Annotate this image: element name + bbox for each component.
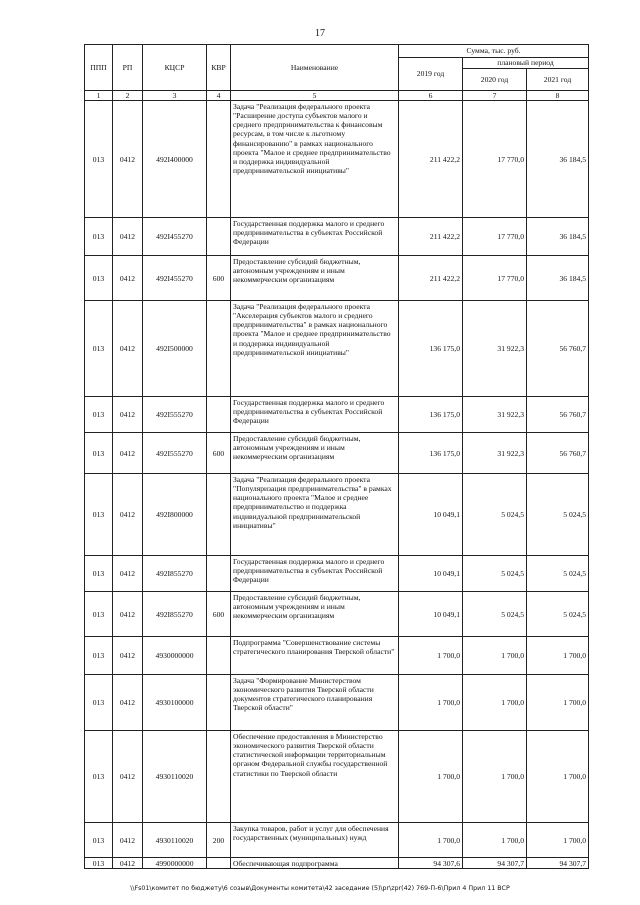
cell-2020: 1 700,0 [463,823,527,858]
cell-rp: 0412 [113,218,143,256]
cell-name: Предоставление субсидий бюджетным, автономным учреждениям и иным некоммерческим организациям [231,256,399,301]
cell-name: Задача "Реализация федерального проекта "Популяризация предпринимательства" в рамках национального проекта "Малое и среднее предпринимательство и поддержка индивидуальной предпринимательской инициативы" [231,474,399,556]
cell-ppp: 013 [85,556,113,592]
table-row [85,556,589,592]
cell-2020: 5 024,5 [463,474,527,556]
cell-kvr [207,397,231,433]
cell-ppp: 013 [85,731,113,823]
header-2021: 2021 год [527,69,589,91]
cell-kcsr: 4930110020 [143,731,207,823]
cell-2019: 136 175,0 [399,433,463,474]
cell-kvr: 600 [207,433,231,474]
column-numbers-row [85,91,589,101]
cell-2021: 5 024,5 [527,556,589,592]
cell-2019: 211 422,2 [399,101,463,218]
cell-name: Государственная поддержка малого и среднего предпринимательства в субъектах Российской Федерации [231,397,399,433]
cell-2021: 56 760,7 [527,433,589,474]
cell-2019: 1 700,0 [399,637,463,675]
cell-ppp: 013 [85,218,113,256]
cell-2020: 5 024,5 [463,556,527,592]
col-number: 5 [231,91,399,101]
cell-kvr: 600 [207,256,231,301]
cell-ppp: 013 [85,301,113,397]
table-row [85,397,589,433]
cell-2020: 1 700,0 [463,637,527,675]
cell-ppp: 013 [85,858,113,869]
cell-2021: 56 760,7 [527,301,589,397]
cell-ppp: 013 [85,637,113,675]
cell-2020: 17 770,0 [463,101,527,218]
cell-ppp: 013 [85,433,113,474]
cell-kcsr: 492I400000 [143,101,207,218]
cell-kvr [207,858,231,869]
col-number: 6 [399,91,463,101]
cell-kcsr: 492I555270 [143,433,207,474]
cell-kcsr: 4930000000 [143,637,207,675]
cell-2019: 10 049,1 [399,592,463,637]
cell-ppp: 013 [85,823,113,858]
cell-kcsr: 4930100000 [143,675,207,731]
cell-2021: 5 024,5 [527,474,589,556]
cell-kcsr: 492I555270 [143,397,207,433]
cell-rp: 0412 [113,675,143,731]
cell-kcsr: 4990000000 [143,858,207,869]
cell-kvr: 600 [207,592,231,637]
cell-2019: 1 700,0 [399,675,463,731]
cell-2020: 31 922,3 [463,433,527,474]
cell-2020: 5 024,5 [463,592,527,637]
table-row [85,858,589,869]
cell-rp: 0412 [113,474,143,556]
table-row [85,637,589,675]
cell-2019: 211 422,2 [399,256,463,301]
cell-name: Государственная поддержка малого и среднего предпринимательства в субъектах Российской Федерации [231,556,399,592]
cell-ppp: 013 [85,675,113,731]
cell-kvr [207,101,231,218]
cell-2021: 94 307,7 [527,858,589,869]
header-ppp: ППП [85,45,113,91]
col-number: 3 [143,91,207,101]
table-row [85,823,589,858]
col-number: 4 [207,91,231,101]
header-rp: РП [113,45,143,91]
cell-kvr [207,637,231,675]
page-number: 17 [315,28,325,39]
cell-2021: 5 024,5 [527,592,589,637]
table-row [85,675,589,731]
cell-2021: 36 184,5 [527,256,589,301]
budget-table [84,44,589,869]
cell-2019: 211 422,2 [399,218,463,256]
col-number: 8 [527,91,589,101]
cell-2021: 36 184,5 [527,218,589,256]
cell-kvr: 200 [207,823,231,858]
cell-kvr [207,556,231,592]
header-2020: 2020 год [463,69,527,91]
table-row [85,474,589,556]
header-planned-period: плановый период [463,58,589,69]
cell-name: Государственная поддержка малого и среднего предпринимательства в субъектах Российской Федерации [231,218,399,256]
cell-2021: 1 700,0 [527,637,589,675]
header-sum: Сумма, тыс. руб. [399,45,589,58]
cell-2019: 1 700,0 [399,731,463,823]
cell-2019: 136 175,0 [399,301,463,397]
table-row [85,256,589,301]
cell-rp: 0412 [113,731,143,823]
cell-rp: 0412 [113,823,143,858]
cell-rp: 0412 [113,592,143,637]
cell-rp: 0412 [113,397,143,433]
cell-kvr [207,675,231,731]
cell-2021: 1 700,0 [527,731,589,823]
cell-2020: 31 922,3 [463,301,527,397]
cell-kcsr: 492I455270 [143,218,207,256]
cell-kcsr: 492I800000 [143,474,207,556]
table-row [85,731,589,823]
cell-kvr [207,474,231,556]
header-2019: 2019 год [399,58,463,91]
table-row [85,592,589,637]
cell-rp: 0412 [113,556,143,592]
cell-rp: 0412 [113,637,143,675]
cell-2021: 1 700,0 [527,823,589,858]
cell-ppp: 013 [85,397,113,433]
cell-name: Задача "Реализация федерального проекта "Расширение доступа субъектов малого и среднего предпринимательства к финансовым ресурсам, в том числе к льготному финансированию" в рамках национального проекта "Малое и среднее предпринимательство и поддержка индивидуальной предпринимательской инициативы" [231,101,399,218]
cell-2021: 1 700,0 [527,675,589,731]
header-kvr: КВР [207,45,231,91]
table-row [85,301,589,397]
header-name: Наименование [231,45,399,91]
col-number: 7 [463,91,527,101]
cell-name: Закупка товаров, работ и услуг для обеспечения государственных (муниципальных) нужд [231,823,399,858]
cell-2019: 1 700,0 [399,823,463,858]
cell-name: Подпрограмма "Совершенствование системы стратегического планирования Тверской области" [231,637,399,675]
table-row [85,433,589,474]
cell-kcsr: 492I455270 [143,256,207,301]
cell-rp: 0412 [113,858,143,869]
col-number: 1 [85,91,113,101]
cell-rp: 0412 [113,101,143,218]
cell-2021: 36 184,5 [527,101,589,218]
cell-2019: 94 307,6 [399,858,463,869]
cell-2019: 136 175,0 [399,397,463,433]
cell-name: Обеспечивающая подпрограмма [231,858,399,869]
header-kcsr: КЦСР [143,45,207,91]
cell-name: Задача "Реализация федерального проекта "Акселерация субъектов малого и среднего предпринимательства" в рамках национального проекта "Малое и среднее предпринимательство и поддержка индивидуальной предпринимательской инициативы" [231,301,399,397]
cell-2021: 56 760,7 [527,397,589,433]
table-row [85,218,589,256]
table-row [85,101,589,218]
cell-kvr [207,301,231,397]
cell-kcsr: 492I855270 [143,592,207,637]
cell-ppp: 013 [85,474,113,556]
cell-kvr [207,731,231,823]
cell-2020: 1 700,0 [463,731,527,823]
cell-name: Предоставление субсидий бюджетным, автономным учреждениям и иным некоммерческим организациям [231,433,399,474]
cell-name: Предоставление субсидий бюджетным, автономным учреждениям и иным некоммерческим организациям [231,592,399,637]
cell-ppp: 013 [85,256,113,301]
cell-name: Обеспечение предоставления в Министерство экономического развития Тверской области статистической информации территориальным органом Федеральной службы государственной статистики по Тверской области [231,731,399,823]
cell-kcsr: 492I500000 [143,301,207,397]
cell-2020: 17 770,0 [463,218,527,256]
cell-kcsr: 4930110020 [143,823,207,858]
cell-ppp: 013 [85,592,113,637]
cell-2020: 31 922,3 [463,397,527,433]
cell-name: Задача "Формирование Министерством экономического развития Тверской области документов стратегического планирования Тверской области" [231,675,399,731]
cell-kvr [207,218,231,256]
cell-kcsr: 492I855270 [143,556,207,592]
cell-2020: 94 307,7 [463,858,527,869]
cell-2019: 10 049,1 [399,556,463,592]
cell-rp: 0412 [113,301,143,397]
cell-2020: 17 770,0 [463,256,527,301]
cell-ppp: 013 [85,101,113,218]
cell-rp: 0412 [113,433,143,474]
file-path-footer: \\Fs01\комитет по бюджету\6 созыв\Документы комитета\42 заседание (5)\pr\zpr(42) 769-П-6\Прил 4 Прил 11 ВСР [130,885,510,892]
cell-rp: 0412 [113,256,143,301]
cell-2020: 1 700,0 [463,675,527,731]
cell-2019: 10 049,1 [399,474,463,556]
col-number: 2 [113,91,143,101]
